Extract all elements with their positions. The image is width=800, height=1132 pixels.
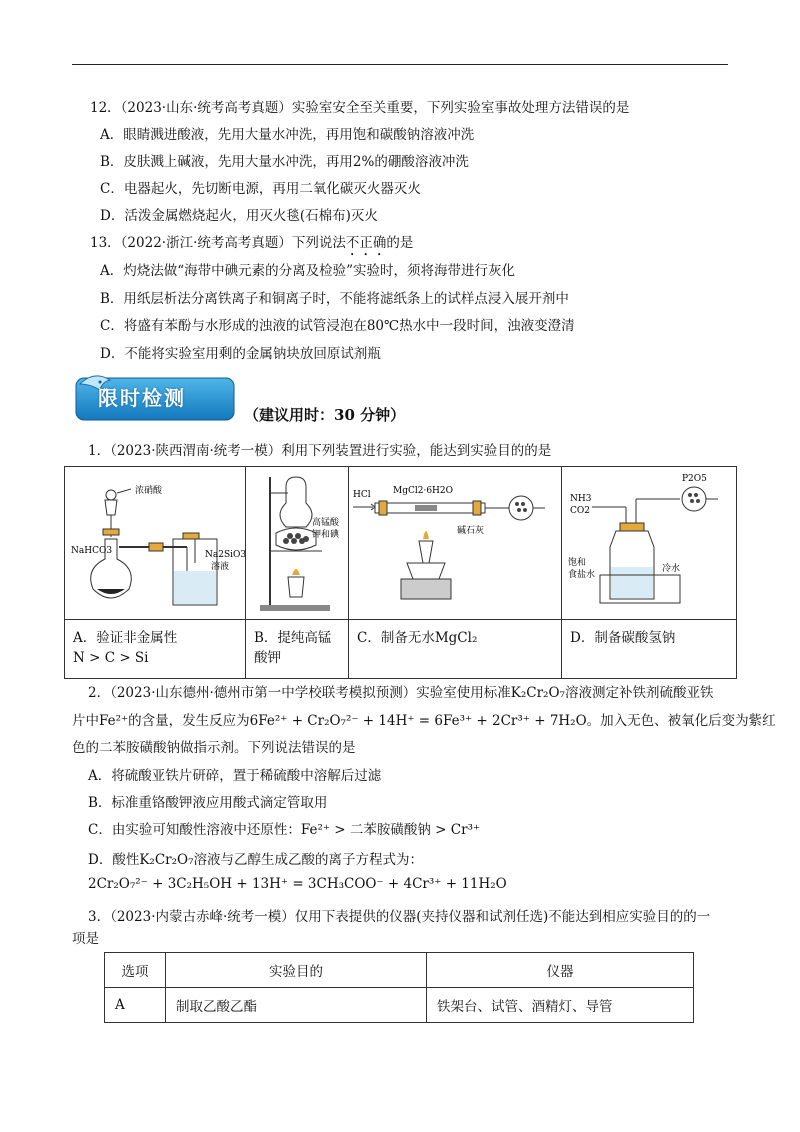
label-conc-nitric-acid: 浓硝酸: [135, 486, 163, 496]
q12-option-b: B．皮肤溅上碱液，先用大量水冲洗，再用2%的硼酸溶液冲洗: [100, 154, 469, 170]
label-nh3: NH3: [570, 494, 592, 504]
table-row: [105, 988, 694, 1023]
row-instruments: 铁架台、试管、酒精灯、导管: [427, 988, 694, 1023]
p2-option-b: B．标准重铬酸钾液应用酸式滴定管取用: [88, 795, 328, 811]
p1-stem: 1．（2023·陕西渭南·统考一模）利用下列装置进行实验，能达到实验目的的是: [88, 443, 552, 459]
header-purpose: 实验目的: [166, 953, 427, 988]
q13-stem-emphasis: 不正确: [345, 235, 387, 251]
label-mgcl2-hydrate: MgCl2·6H2O: [393, 486, 454, 496]
option-c-cell: [349, 620, 562, 679]
option-d-cell: [562, 620, 737, 679]
label-nahco3: NaHCO3: [71, 546, 113, 556]
label-brine: 食盐水: [568, 570, 596, 580]
p2-stem-line2: [72, 709, 776, 729]
header-instruments: 仪器: [427, 953, 694, 988]
label-solution: 溶液: [211, 562, 230, 572]
q13-option-a: A．灼烧法做“海带中碘元素的分离及检验”实验时，须将海带进行灰化: [100, 263, 516, 279]
p2-reagent: K₂Cr₂O₇: [510, 685, 565, 701]
p2-stem-a: 2．（2023·山东德州·德州市第一中学校联考模拟预测）实验室使用标准: [88, 685, 511, 701]
p2-line2-c: 。加入无色、被氧化后变为紫红: [586, 713, 776, 729]
q12-option-d: D．活泼金属燃烧起火，用灭火毯(石棉布)灭火: [100, 208, 378, 224]
label-co2: CO2: [570, 506, 590, 516]
row-purpose: 制取乙酸乙酯: [166, 988, 427, 1023]
p2-option-d: [88, 848, 423, 868]
apparatus-c-cell: [349, 467, 562, 620]
p2-option-a: A．将硫酸亚铁片研碎，置于稀硫酸中溶解后过滤: [88, 768, 382, 784]
apparatus-d-icon: [562, 467, 736, 615]
q12-option-a: A．眼睛溅进酸液，先用大量水冲洗，再用饱和碳酸钠溶液冲洗: [100, 127, 475, 143]
option-c-label: C．制备无水: [357, 630, 435, 646]
q13-stem: [90, 231, 413, 259]
option-a-cell: [65, 620, 246, 679]
label-p2o5: P2O5: [682, 474, 707, 484]
label-kmno4-1: 高锰酸: [312, 518, 340, 528]
q13-stem-post: 的是: [386, 235, 414, 251]
p2-option-c-text: C．由实验可知酸性溶液中还原性：: [88, 822, 301, 838]
option-a-formula: N > C > Si: [73, 650, 149, 666]
p2-line2-b: 的含量，发生反应为: [128, 713, 250, 729]
p2-stem-b: 溶液测定补铁剂硫酸亚铁: [564, 685, 714, 701]
p2-equation: 6Fe²⁺ + Cr₂O₇²⁻ + 14H⁺ = 6Fe³⁺ + 2Cr³⁺ + 7H₂O: [249, 713, 587, 729]
p2-line2-a: 片中: [72, 713, 99, 729]
banner-title: 限时检测: [98, 386, 186, 410]
p3-table: [104, 952, 694, 1023]
label-cold-water: 冷水: [662, 564, 681, 574]
p2-option-d-pre: D．酸性: [88, 852, 140, 868]
p2-option-d-reagent: K₂Cr₂O₇: [139, 852, 194, 868]
q12-option-c: C．电器起火，先切断电源，再用二氧化碳灭火器灭火: [100, 181, 421, 197]
apparatus-a-icon: [65, 467, 245, 615]
header-rule: [72, 64, 728, 65]
option-b-label: B．提纯高锰: [254, 630, 332, 646]
option-b-label-2: 酸钾: [254, 650, 281, 666]
q13-option-c: C．将盛有苯酚与水形成的浊液的试管浸泡在80℃热水中一段时间，浊液变澄清: [100, 318, 575, 334]
p2-option-d-post: 溶液与乙醇生成乙酸的离子方程式为：: [193, 852, 423, 868]
apparatus-a-cell: [65, 467, 246, 620]
header-option: 选项: [105, 953, 166, 988]
p2-stem-line3: 色的二苯胺磺酸钠做指示剂。下列说法错误的是: [72, 740, 356, 756]
time-hint: （建议用时：30 分钟）: [244, 406, 406, 424]
q12-stem: 12．（2023·山东·统考高考真题）实验室安全至关重要，下列实验室事故处理方法错误的是: [90, 100, 630, 116]
p2-option-d-equation: 2Cr₂O₇²⁻ + 3C₂H₅OH + 13H⁺ = 3CH₃COO⁻ + 4Cr³⁺ + 11H₂O: [88, 876, 507, 892]
row-option: A: [105, 988, 166, 1023]
p3-table-header: [105, 953, 694, 988]
q13-option-b: B．用纸层析法分离铁离子和铜离子时，不能将滤纸条上的试样点浸入展开剂中: [100, 291, 569, 307]
label-hcl: HCl: [353, 490, 371, 500]
q13-stem-pre: 13．（2022·浙江·统考高考真题）下列说法: [90, 235, 346, 251]
apparatus-b-icon: [246, 467, 348, 615]
p1-apparatus-table: [64, 466, 737, 679]
label-na2sio3: Na2SiO3: [205, 550, 245, 560]
option-b-cell: [246, 620, 349, 679]
option-c-formula: MgCl₂: [434, 630, 478, 646]
p3-stem-line1: 3．（2023·内蒙古赤峰·统考一模）仅用下表提供的仪器(夹持仪器和试剂任选)不能达到相应实验目的的一: [88, 909, 711, 925]
section-banner: [74, 370, 236, 422]
option-a-label: A．验证非金属性: [73, 630, 178, 646]
apparatus-d-cell: [562, 467, 737, 620]
apparatus-b-cell: [246, 467, 349, 620]
option-d-label: D．制备碳酸氢钠: [570, 630, 676, 646]
label-kmno4-2: 钾和碘: [312, 530, 340, 540]
p2-ion: Fe²⁺: [99, 713, 129, 729]
apparatus-c-icon: [349, 467, 561, 615]
label-saturated: 饱和: [568, 558, 587, 568]
p2-option-c: [88, 818, 480, 838]
p3-stem-line2: 项是: [72, 931, 99, 947]
q13-option-d: D．不能将实验室用剩的金属钠块放回原试剂瓶: [100, 346, 381, 362]
p2-stem-line1: [88, 681, 713, 701]
p2-option-c-formula: Fe²⁺ > 二苯胺磺酸钠 > Cr³⁺: [300, 822, 481, 838]
label-soda-lime: 碱石灰: [457, 526, 485, 536]
